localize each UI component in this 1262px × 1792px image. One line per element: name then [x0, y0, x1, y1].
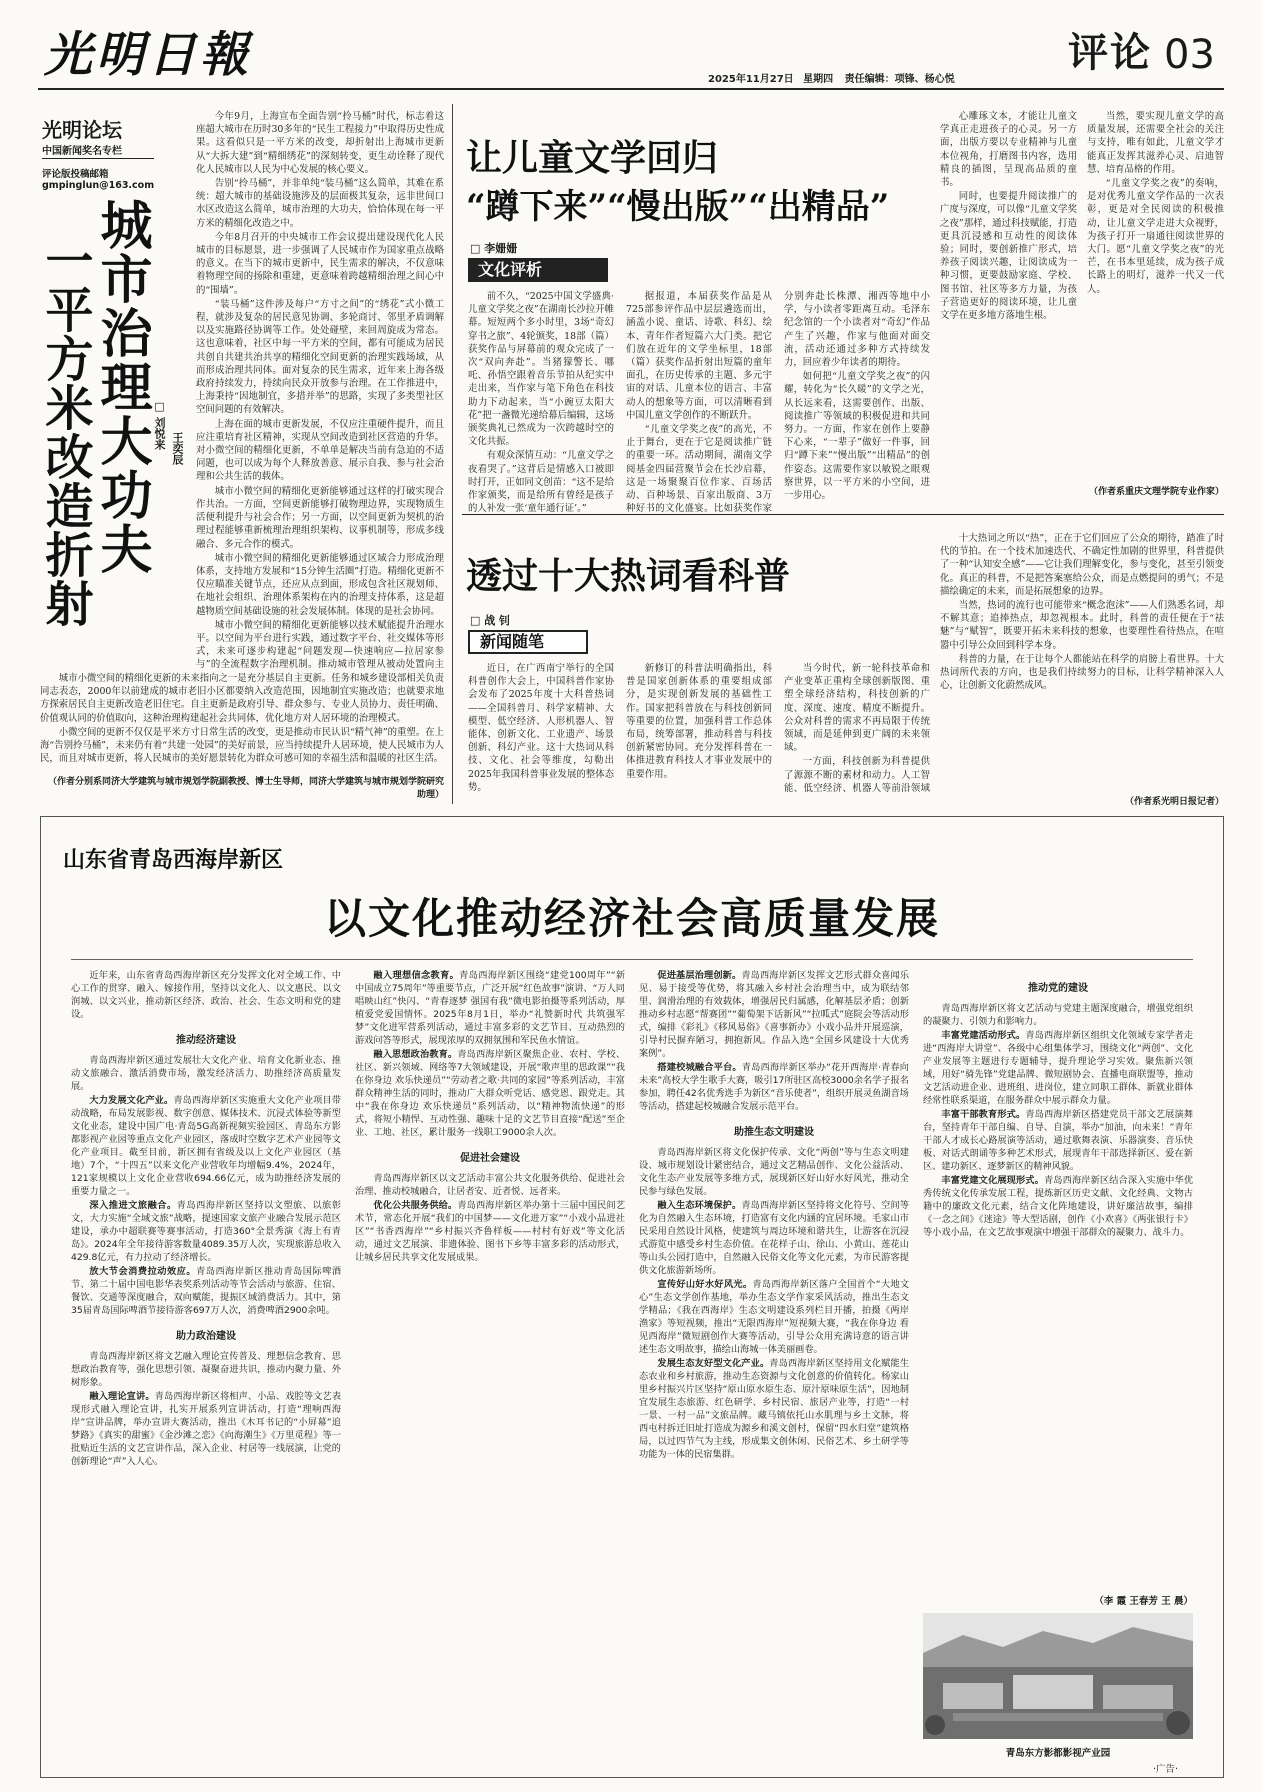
article2-body	[468, 290, 930, 522]
mailbox-email: gmpinglun@163.com	[42, 180, 155, 191]
feature-column-2	[355, 969, 625, 1769]
feature-box	[40, 816, 1224, 1778]
article1-byline-2	[170, 432, 184, 465]
masthead-rule	[38, 88, 1224, 90]
page-number: 03	[1164, 32, 1215, 78]
paragraph: 青岛西海岸新区将文艺活动与党建主题深度融合，增强党组织的凝聚力、引领力和影响力。	[923, 1003, 1193, 1027]
paragraph: 科普的力量，在于让每个人都能站在科学的肩膀上看世界。十大热词所代表的方向，也是我们持续努力的目标，让科学精神深入人心，让创新文化蔚然成风。	[940, 653, 1224, 692]
paragraph: 青岛西海岸新区以文艺活动丰富公共文化服务供给、促进社会治理、推动校城融合，让居者安、近者悦、远者来。	[355, 1173, 625, 1197]
paragraph: 心雕琢文本，才能让儿童文学真正走进孩子的心灵。另一方面，出版方要以专业精神与儿童本位视角，打磨图书内容，选用精良的插图，呈现高品质的童书。	[940, 111, 1077, 189]
aerial-photo-illustration	[923, 1613, 1193, 1739]
paragraph: 城市小微空间的精细化更新能够以技术赋能提升治理水平。以空间为平台进行实践，通过数字平台、社交媒体等形式，未来可逐步构建起“问题发现—快速响应—拉居家参与”的全流程数字治理机制。推动城市管理从被动处置向主	[196, 619, 444, 670]
paragraph: “儿童文学奖之夜”的高光，不止于舞台，更在于它是阅读推广链的重要一环。活动期间，湖南文学阅基金四届营聚节会在长沙启幕，这是一场聚聚百位作家、百场活动、百种场景、百家出版商、3万种好书的文化盛宴。比如获奖作家分别奔赴长株潭、湘西等地中小学，与小读者零距离互动。毛泽东纪念馆的一个小读者对“奇幻”作品产生了兴趣，作家与他面对面交流，活动还通过多种方式持续发力，回应着少年读者的期待。	[626, 291, 930, 515]
article1-byline	[152, 400, 166, 450]
article3-column-label: 新闻随笔	[480, 632, 545, 651]
paragraph: 近日，在广西南宁举行的全国科普创作大会上，中国科普作家协会发布了2025年度十大科普热词——全国科普月、科学家精神、大模型、低空经济、人形机器人、智能体、创新文化、工业遗产、场景创新、科幻产业。这十大热词从科技、文化、社会等维度，勾勒出2025年我国科普事业发展的整体态势。	[468, 663, 614, 793]
section-title: 促进社会建设	[460, 1153, 520, 1164]
paragraph: 新修订的科普法明确指出，科普是国家创新体系的重要组成部分，是实现创新发展的基础性工作。国家把科普放在与科技创新同等重要的位置，加强科普工作总体布局，统筹部署，推动科普与科技创新紧密协同。充分发挥科普在一体推进教育科技人才事业发展中的重要作用。	[626, 663, 772, 780]
paragraph: 发展生态友好型文化产业。青岛西海岸新区坚持用文化赋能生态农业和乡村旅游，推动生态资源与文化创意的价值转化。杨家山里乡村振兴片区坚持“原山原水原生态、原汁原味原生活”，因地制宜发展生态旅游、红色研学、乡村民宿、旅居产业等，打造“一村一景、一村一品”文旅品牌。藏马镇依托山水肌理与乡土文脉，将西屯村拆迁旧址打造成为源乡和溪文创村，保留“四水归堂”建筑格局，以过四节气为主线，形成集文创休闲、民俗艺术、乡土研学等功能为一体的民宿集群。	[639, 1358, 909, 1460]
article3-author-note: （作者系光明日报记者）	[1124, 797, 1224, 807]
article1-headline-primary: 城市治理大功夫	[91, 198, 152, 576]
paragraph: 丰富党建文化展现形式。青岛西海岸新区结合深入实施中华优秀传统文化传承发展工程，提炼新区历史文献、文化经典、文物古籍中的廉政文化元素，结合文化阵地建设，讲好廉洁故事，编排《一念之间》《迷途》等大型话剧，创作《小欢喜》《两张银行卡》等小戏小品，在文艺故事观演中增强干部群众的凝聚力、战斗力。	[923, 1175, 1193, 1238]
article3-byline: □ 战 钊	[470, 614, 511, 627]
article2-column-tag	[468, 258, 608, 282]
feature-signature: （李 霞 王春芳 王 晨）	[1094, 1596, 1193, 1607]
paragraph: 城市小微空间的精细化更新的未来指向之一是充分基层自主更新。任务和城乡建设部相关负责同志表态，2000年以前建成的城市老旧小区都要纳入改造范围，因地制宜实施改造；也就要求地方探索居民自主更新改造老旧住宅。自主更新是政府引导、群众参与、专业人员协力、责任明确、价值观认同的价值取向，这种治理构建起社会共同体，优化地方对人居环境的治理模式。	[40, 673, 444, 724]
weekday: 星期四	[803, 74, 834, 85]
article2-byline: □ 李姗姗	[470, 242, 518, 255]
feature-column-3	[639, 969, 909, 1769]
article3-column-tag	[468, 630, 588, 654]
paragraph: 青岛西海岸新区将文艺融入理论宣传普及、理想信念教育、思想政治教育等，强化思想引领、凝聚奋进共识，推动内聚力量、外树形象。	[71, 1351, 341, 1388]
paragraph: 有观众深情互动：“儿童文学之夜看哭了。”这背后是情感入口被即时打开，正如同文创苗：“这不是给作家颁奖，而是给所有曾经是孩子的人补发一张‘童年通行证’。”	[468, 450, 614, 515]
section-divider	[462, 514, 1224, 515]
paragraph: 当今时代，新一轮科技革命和产业变革正重构全球创新版图、重塑全球经济结构，科技创新的广度、深度、速度、精度不断提升。公众对科普的需求不再局限于传统领域，而是延伸到更广阔的未来领域。	[784, 663, 930, 754]
paragraph: “儿童文学奖之夜”的奏响，是对优秀儿童文学作品的一次表彰，更是对全民阅读的积极推动，让儿童文学走进大众视野，为孩子打开一扇通往阅读世界的大门。愿“儿童文学奖之夜”的光芒，在书本里延续，成为孩子成长路上的明灯，滋养一代又一代人。	[1087, 178, 1224, 295]
forum-rule	[42, 158, 154, 159]
paragraph: 城市小微空间的精细化更新能够通过区域合力形成治理体系，支持地方发展和“15分钟生活圈”打造。精细化更新不仅应瞄准关键节点，还应从点到面，形成包含社区规划师、在地社会组织、治理体系架构在内的治理支持体系，这是超越物质空间基础设施的社会发展体制。体现的是社会协同。	[196, 552, 444, 617]
section-title: 推动党的建设	[1028, 983, 1088, 994]
paragraph: 优化公共服务供给。青岛西海岸新区举办第十三届中国民间艺术节，常态化开展“我们的中国梦——文化进万家”“小戏小品进社区”“书香西海岸”“乡村振兴齐鲁样板——村村有好戏”等文化活动，通过文艺展演、非遗体验、图书下乡等丰富多彩的活动形式，让城乡居民共享文化发展成果。	[355, 1200, 625, 1263]
paragraph: 今年9月，上海宣布全面告别“拎马桶”时代，标志着这座超大城市在历时30多年的“民生工程接力”中取得历史性成果。这看似只是一平方米的改变，却折射出上海城市更新从“大拆大建”到“精细绣花”的深刻转变，更生动诠释了现代化人民城市以人民为中心发展的核心要义。	[196, 111, 444, 175]
section-title: 推动经济建设	[176, 1035, 236, 1046]
feature-column-1	[71, 969, 341, 1769]
paragraph: 当然，热词的流行也可能带来“概念泡沫”——人们熟悉名词，却不解其意；追捧热点，却忽视根本。此时，科普的责任便在于“祛魅”与“赋智”，既要开拓未来科技的想象，也要理性看待热点，在喧嚣中引导公众回到科学本身。	[940, 600, 1224, 651]
paragraph: 融入思想政治教育。青岛西海岸新区聚焦企业、农村、学校、社区、新兴领域、网络等7大领域建设，开展“歌声里的思政课”“我在你身边 欢乐快递员”“劳动者之歌·共同的家园”等系列活动，丰富群众精神生活的同时，推动广大群众听党话、感党恩、跟党走。其中“我在你身边 欢乐快递员”系列活动，以“精神物流快递”的形式，将短小精悍、互动性强、趣味十足的文艺节目直接“配送”至企业、工地、社区，累计服务一线职工9000余人次。	[355, 1049, 625, 1138]
paragraph: “装马桶”这件涉及每户“方寸之间”的“绣花”式小微工程，就涉及复杂的居民意见协调、多轮商讨、邻里矛盾调解以及实施路径协调等工作。处处碰壁，来回周旋成为常态。这也意味着，社区中每一平方米的空间，都有可能成为居民共创自共建共治共享的精细化空间更新的治理实践场域，从而形成治理共同体。面对复杂的民生需求，近年来上海各级政府持续发力，持续向民众开放参与治理。在工作推进中，上海秉持“因地制宜，多措并举”的思路，实现了多类型社区空间问题的有效解决。	[196, 298, 444, 416]
issue-date: 2025年11月27日	[708, 74, 794, 85]
paragraph: 丰富党建活动形式。青岛西海岸新区组织文化领域专家学者走进“西海岸大讲堂”、各级中心组集体学习，围绕文化“两创”、文化产业发展等主题进行专题辅导，提升理论学习实效。聚焦新兴领域，用好“骑先锋”党建品牌、微短剧协会、直播电商联盟等，推动文艺活动进企业、进班组、进岗位，建立同职工群体、新就业群体经常性联系渠道，在服务群众中展示群众力量。	[923, 1030, 1193, 1106]
feature-rule	[71, 959, 1193, 960]
paragraph: 大力发展文化产业。青岛西海岸新区实施重大文化产业项目带动战略，布局发展影视、数字创意、媒体技术、沉浸式体验等新型文化业态，建设中国广电·青岛5G高新视频实验园区、青岛东方影都影视产业园等重点文化产业园区，落成时空数字艺术产业园等文化产业项目。截至目前，新区拥有省级及以上文化产业园区（基地）7个，“十四五”以来文化产业营收年均增幅9.4%，2024年，121家规模以上文化企业营收694.66亿元，成为助推经济发展的重要力量之一。	[71, 1095, 341, 1197]
section-title: 助推生态文明建设	[734, 1127, 814, 1138]
forum-subtitle: 中国新闻奖名专栏	[42, 146, 122, 157]
paragraph: 融入理想信念教育。青岛西海岸新区围绕“建党100周年”“新中国成立75周年”等重要节点，广泛开展“红色故事”演讲、“万人同唱映山红”快闪、“青春逐梦 强国有我”微电影拍摄等系列活动，厚植爱党爱国情怀。2025年8月1日，举办“礼赞新时代 共筑强军梦”文化进军营系列活动，通过丰富多彩的文艺节目、互动热烈的游戏问答等形式，展现浓厚的双拥氛围和军民鱼水情谊。	[355, 970, 625, 1046]
paragraph: 小微空间的更新不仅仅是平米方寸日常生活的改变，更是推动市民认识“精气神”的重塑。在上海“告别拎马桶”，未来仍有着“共建一处园”的美好前景，应当持续提升人居环境，使人民城市为人民，而且对城市更新，将人民城市的美好愿景转化为群众可感可知的幸福生活和温暖的社区生活。	[40, 726, 444, 765]
feature-region: 山东省青岛西海岸新区	[63, 848, 284, 873]
paragraph: 搭建校城融合平台。青岛西海岸新区举办“花开西海岸·青春向未来”高校大学生歌手大赛，吸引17所驻区高校3000余名学子报名参加，聘任42名优秀选手为新区“音乐使者”，组织开展灵鱼湖音场等活动，搭建起校城融合发展示范平台。	[639, 1062, 909, 1112]
article2-headline-line2: “蹲下来”“慢出版”“出精品”	[466, 187, 890, 227]
feature-intro: 近年来，山东省青岛西海岸新区充分发挥文化对全域工作、中心工作的贯穿、融入、嫁接作用，坚持以文化人、以文惠民、以文润城、以文兴业，推动新区经济、政治、社会、生态文明和党的建设。	[71, 970, 341, 1020]
article2-body-right	[940, 110, 1224, 480]
paragraph: 融入生态环境保护。青岛西海岸新区坚持将文化符号、空间等化为自然融入生态环境，打造富有文化内涵的宜居环境。毛家山市民采用自然设计风格，使建筑与周边环境和谐共生，让游客在沉浸式游览中感受乡村生态价值。在花样子山、徐山、小黄山、莲花山等山头公园打造中，自然融入民俗文化等文化元素，为市民游客提供文化旅游新场所。	[639, 1200, 909, 1276]
mailbox-label: 评论版投稿邮箱	[42, 169, 109, 180]
section-title: 评论	[1068, 29, 1152, 76]
masthead-meta	[708, 70, 955, 85]
paragraph: 丰富干部教育形式。青岛西海岸新区搭建党员干部文艺展演舞台，坚持青年干部自编、自导、自演，举办“加油，向未来！”青年干部人才成长心路展演等活动，通过歌舞表演、乐器演奏、音乐快板、对话式朗诵等多种艺术形式，展现青年干部选择新区、爱在新区、建功新区、逐梦新区的精神风貌。	[923, 1109, 1193, 1172]
ad-label: ·广告·	[1153, 1764, 1179, 1775]
paragraph: 城市小微空间的精细化更新能够通过这样的打破实现合作共治。一方面，空间更新能够打破物理边界，实现物质生活便利提升与社会合作；另一方面，以空间更新为契机的治理过程能够重新梳理治理组织架构、议事机制等，形成多线融合、多元合作的模式。	[196, 485, 444, 550]
paragraph: 如何把“儿童文学奖之夜”的闪耀，转化为“长久暖”的文学之光，从长远来看，这需要创作、出版、阅读推广等领域的积极促进和共同努力。一方面，作家在创作上要静下心来，“一辈子”做好一件事，回归“蹲下来”“慢出版”“出精品”的创作姿态。这需要作家以敏锐之眼观察世界，以一平方米的小空间，进一步用心。	[784, 371, 930, 502]
paragraph: 青岛西海岸新区将文化保护传承、文化“两创”等与生态文明建设、城市规划设计紧密结合，通过文艺精品创作、文化公益活动、文化生态产业发展等多维方式，展现新区好山好水好风光，推动全民参与绿色发展。	[639, 1147, 909, 1197]
paragraph: 上海在面的城市更新发展，不仅应注重硬件提升，而且应注重培育社区精神，实现从空间改造到社区营造的升华。对小微空间的精细化更新，不单单是解决当前有急迫的不适问题，也可以成为每个人释放善意、展示自我、参与社会治理和公共生活的载体。	[196, 418, 444, 483]
article1-body-bottom	[40, 672, 444, 772]
article1-author-note: （作者分别系同济大学建筑与城市规划学院副教授、博士生导师，同济大学建筑与城市规划学院研究助理）	[47, 777, 444, 800]
industrial-park-photo	[923, 1613, 1193, 1739]
photo-caption: 青岛东方影都影视产业园	[1005, 1748, 1111, 1759]
column-divider	[452, 104, 453, 804]
article2-author-note: （作者系重庆文理学院专业作家）	[1088, 487, 1224, 497]
article3-headline: 透过十大热词看科普	[466, 555, 791, 597]
newspaper-logo: 光明日報	[44, 27, 253, 83]
paragraph: 前不久，“2025中国文学盛典·儿童文学奖之夜”在湖南长沙拉开帷幕。短短两个多小时里，3场“奇幻穿书之旅”、4轮颁奖，18部（篇）获奖作品与屏幕前的观众完成了一次“双向奔赴”。当猪獴警长、哪吒、孙悟空跟着音乐节拍从纪实中走出来，当作家与笔下角色在科技助力下动起来，当“小豌豆太阳大花”把一盏微光递给幕后编辑，这场颁奖典礼已然成为一次跨越时空的文化共振。	[468, 291, 614, 448]
paragraph: 同时，也要提升阅读推广的广度与深度，可以像“儿童文学奖之夜”那样，通过科技赋能，打造更具沉浸感和互动性的阅读体验；同时，要创新推广形式，培养孩子阅读兴趣，让阅读成为一种习惯，更要鼓励家庭、学校、图书馆、社区等多方力量，为孩子营造更好的阅读环境，让儿童文学在更多地方落地生根。	[940, 191, 1077, 322]
paragraph: 促进基层治理创新。青岛西海岸新区发挥文艺形式群众喜闻乐见、易于接受等优势，将其融入乡村社会治理当中，成为联结邻里、润滑治理的有效载体，增强居民归属感，化解基层矛盾；创新推动乡村志愿“帮赛团”“葡萄架下话新风”“拉呱式”庭院会等活动形式，编排《彩礼》《移风易俗》《喜事新办》小戏小品并开展巡演，引导村民摒弃陋习，拥抱新风。作品入选“全国乡风建设十大优秀案例”。	[639, 970, 909, 1059]
paragraph: 当然，要实现儿童文学的高质量发展，还需要全社会的关注与支持，唯有如此，儿童文学才能真正发挥其滋养心灵、启迪智慧、培育品格的作用。	[1087, 111, 1224, 175]
paragraph: 告别“拎马桶”，并非单纯“装马桶”这么简单，其难在系统：超大城市的基础设施涉及的层面极其复杂，远非世间口水区改造这么简单，城市治理的大功夫，恰恰体现在每一平方米的精细化改造之中。	[196, 178, 444, 229]
paragraph: 融入理论宣讲。青岛西海岸新区将相声、小品、戏腔等文艺表现形式融入理论宣讲，扎实开展系列宣讲活动，打造“理响西海岸”宣讲品牌，举办宣讲大赛活动，推出《木耳书记的“小屏幕”追梦路》《真实的甜蜜》《金沙滩之恋》《向海潮生》《万里觅程》等一批贴近生活的文艺宣讲作品，深入企业、村居等一线展演，让党的创新理论“声”入人心。	[71, 1391, 341, 1467]
feature-column-4	[923, 969, 1193, 1589]
editors: 责任编辑：项锋、杨心悦	[844, 74, 955, 85]
masthead	[0, 0, 1262, 96]
article3-body-right	[940, 532, 1224, 794]
article1-body-right	[196, 110, 444, 670]
paragraph: 宣传好山好水好风光。青岛西海岸新区落户全国首个“大地文心”生态文学创作基地，举办生态文学作家采风活动，推出生态文学精品；《我在西海岸》生态文明建设系列栏目开播，拍摄《两岸渔家》等短视频，推出“无限西海岸”短视频大赛，“我在你身边 看见西海岸”微短剧创作大赛等活动，引导公众用充满诗意的语言讲述生态文明故事，描绘山海城一体美丽画卷。	[639, 1279, 909, 1355]
article1-author-2: 王奕辰	[171, 432, 184, 465]
article3-body	[468, 662, 930, 802]
section-title: 助力政治建设	[176, 1331, 236, 1342]
article1-headline-secondary: 一平方米改造折射	[37, 236, 93, 628]
paragraph: 今年8月召开的中央城市工作会议提出建设现代化人民城市的目标愿景，进一步强调了人民城市作为国家重点战略的意义。在当下的城市更新中，民生需求的解决，不仅意味着物理空间的扬除和重建，更意味着跨越精细治理之间心中的“围墙”。	[196, 231, 444, 296]
forum-title: 光明论坛	[42, 118, 122, 142]
article2-headline-line1: 让儿童文学回归	[466, 137, 719, 179]
paragraph: 据报道，本届获奖作品是从725部参评作品中层层遴选而出，涵盖小说、童话、诗歌、科幻、绘本、青年作者短篇六大门类。把它们放在近年的文学坐标里，18部（篇）获奖作品折射出短篇的童年面孔，在历史传承的主题、多元宇宙的对话、儿童本位的语言、丰富动人的想象等方面，可以清晰看到中国儿童文学创作的不断跃升。	[626, 291, 772, 421]
article1-author-1: □ 刘悦来	[153, 400, 166, 450]
paragraph: 青岛西海岸新区通过发展壮大文化产业、培育文化新业态、推动文旅融合、激活消费市场，激发经济活力、助推经济高质量发展。	[71, 1055, 341, 1092]
paragraph: 深入推进文旅融合。青岛西海岸新区坚持以文塑旅、以旅彰文，大力实施“全域文旅”战略，提速国家文旅产业融合发展示范区建设，承办中超联赛等赛事活动，打造360°全景秀演《海上有青岛》。2024年全年接待游客数量4089.35万人次，实现旅游总收入429.8亿元，有力拉动了经济增长。	[71, 1200, 341, 1263]
paragraph: 放大节会消费拉动效应。青岛西海岸新区推动青岛国际啤酒节、第二十届中国电影华表奖系列活动等节会活动与旅游、住宿、餐饮、交通等深度融合，双向赋能，提振区域消费活力。其中，第35届青岛国际啤酒节接待游客697万人次，消费啤酒2900余吨。	[71, 1266, 341, 1316]
feature-headline: 以文化推动经济社会高质量发展	[323, 894, 940, 943]
paragraph: 十大热词之所以“热”，正在于它们回应了公众的期待，踏准了时代的节拍。在一个技术加速迭代、不确定性加剧的世界里，科普提供了一种“认知安全感”——它让我们理解变化，参与变化，甚至引领变化。真正的科普，不是把答案塞给公众，而是点燃提问的勇气；不是描绘确定的未来，而是拓展想象的边界。	[940, 533, 1224, 597]
article2-column-label: 文化评析	[478, 260, 543, 279]
paragraph: 一方面，科技创新为科普提供了源源不断的素材和动力。人工智能、低空经济、机器人等前沿领域	[784, 756, 930, 794]
